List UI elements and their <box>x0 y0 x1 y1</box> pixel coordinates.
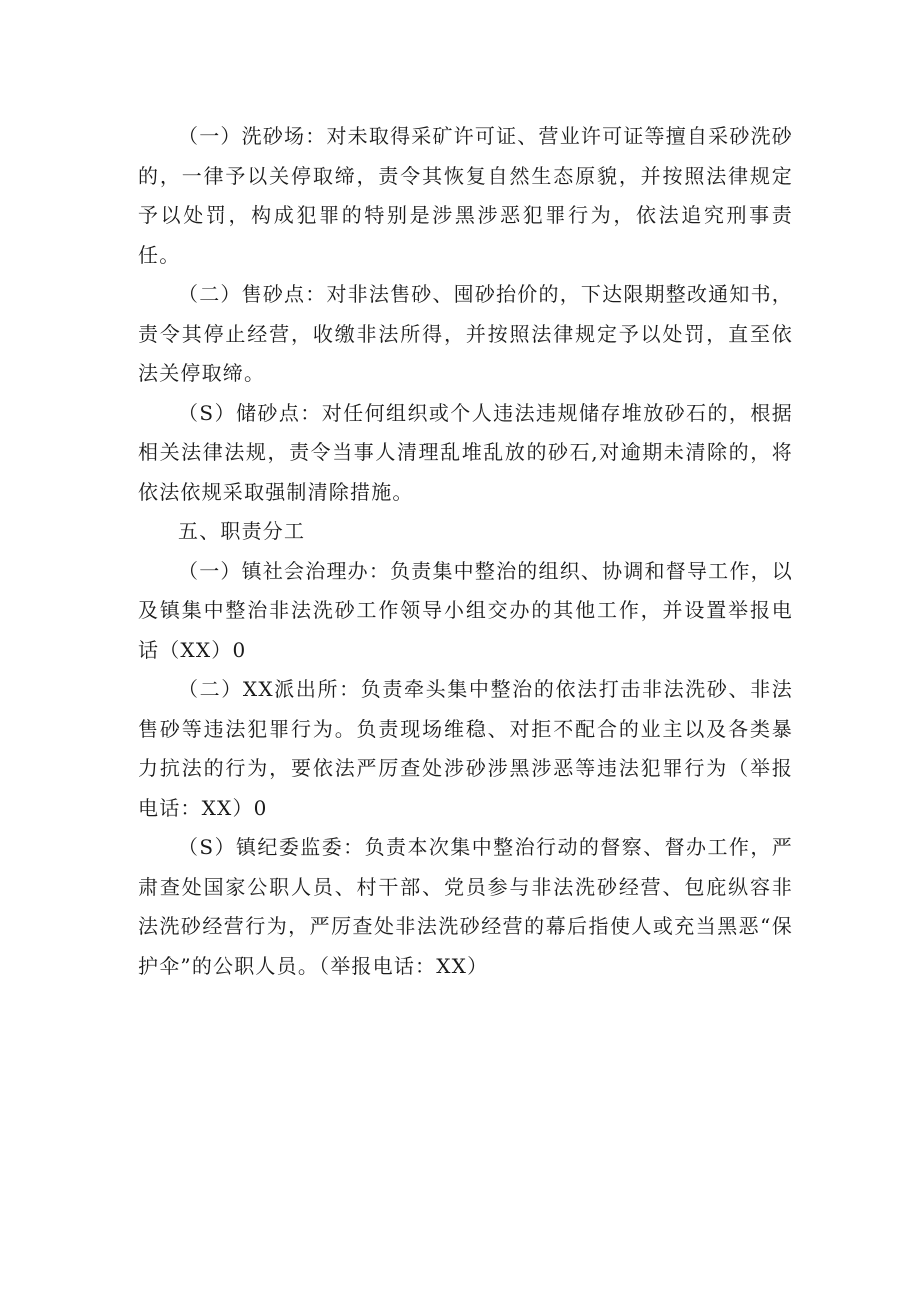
section-heading-responsibilities: 五、职责分工 <box>178 519 306 543</box>
paragraph-sales-point: （二）售砂点：对非法售砂、囤砂抬价的，下达限期整改通知书，责令其停止经营，收缴非法所得，并按照法律规定予以处罚，直至依法关停取缔。 <box>138 282 793 385</box>
document-page <box>138 117 793 986</box>
paragraph-discipline-committee: （S）镇纪委监委：负责本次集中整治行动的督察、督办工作，严肃查处国家公职人员、村干部、党员参与非法洗砂经营、包庇纵容非法洗砂经营行为，严厉查处非法洗砂经营的幕后指使人或充当黑恶“保护伞”的公职人员。（举报电话：XX） <box>138 835 793 978</box>
paragraph-washing-site: （一）洗砂场：对未取得采矿许可证、营业许可证等擅自采砂洗砂的，一律予以关停取缔，责令其恢复自然生态原貌，并按照法律规定予以处罚，构成犯罪的特别是涉黑涉恶犯罪行为，依法追究刑事责任。 <box>138 124 793 267</box>
paragraph-police-station: （二）XX派出所：负责牵头集中整治的依法打击非法洗砂、非法售砂等违法犯罪行为。负责现场维稳、对拒不配合的业主以及各类暴力抗法的行为，要依法严厉查处涉砂涉黑涉恶等违法犯罪行为（举报电话：XX）0 <box>138 677 793 820</box>
paragraph-social-governance-office: （一）镇社会治理办：负责集中整治的组织、协调和督导工作，以及镇集中整治非法洗砂工作领导小组交办的其他工作，并设置举报电话（XX）0 <box>138 558 793 662</box>
paragraph-storage-point: （S）储砂点：对任何组织或个人违法违规储存堆放砂石的，根据相关法律法规，责令当事人清理乱堆乱放的砂石,对逾期未清除的，将依法依规采取强制清除措施。 <box>138 400 793 504</box>
